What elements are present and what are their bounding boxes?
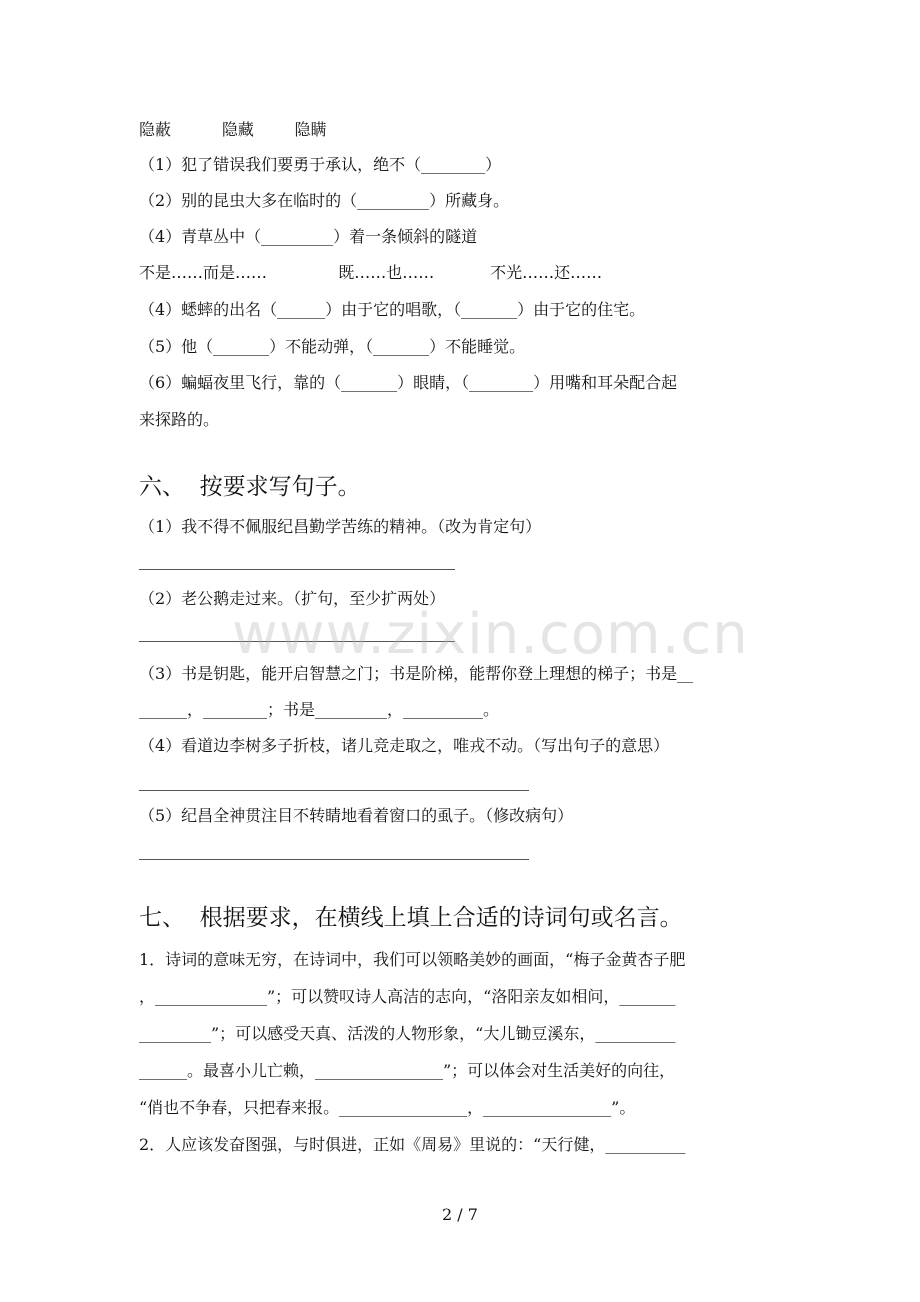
section-6-q3-line1: （3）书是钥匙，能开启智慧之门；书是阶梯，能帮你登上理想的梯子；书是__ xyxy=(139,664,694,683)
section-7-q2: 2．人应该发奋图强，与时俱进，正如《周易》里说的：“天行健，__________ xyxy=(139,1135,686,1154)
question-5-2: （2）别的昆虫大多在临时的（_________）所藏身。 xyxy=(139,191,510,210)
section-7-title: 七、 根据要求，在横线上填上合适的诗词句或名言。 xyxy=(139,905,683,931)
question-5-4: （4）蟋蟀的出名（______）由于它的唱歌，（_______）由于它的住宅。 xyxy=(139,300,646,319)
answer-line-q5 xyxy=(139,859,529,860)
word-choices-1: 隐蔽 隐藏 隐瞒 xyxy=(139,120,327,139)
section-7-q1-line5: “俏也不争春，只把春来报。________________，________________”。 xyxy=(139,1098,636,1117)
section-6-q5: （5）纪昌全神贯注目不转睛地看着窗口的虱子。（修改病句） xyxy=(139,806,574,825)
question-5-1: （1）犯了错误我们要勇于承认，绝不（________） xyxy=(139,155,502,174)
section-7-q1-line1: 1．诗词的意味无穷，在诗词中，我们可以领略美妙的画面，“梅子金黄杏子肥 xyxy=(139,950,686,969)
section-6-q3-line2: ______，________；书是_________，__________。 xyxy=(139,700,500,719)
page-number: 2 / 7 xyxy=(442,1205,478,1224)
question-5-6-line1: （6）蝙蝠夜里飞行，靠的（_______）眼睛，（________）用嘴和耳朵配合起 xyxy=(139,373,678,392)
section-7-q1-line2: ，______________”；可以赞叹诗人高洁的志向，“洛阳亲友如相问，_______ xyxy=(139,987,676,1006)
section-6-q2: （2）老公鹅走过来。（扩句，至少扩两处） xyxy=(139,589,446,608)
section-6-q1: （1）我不得不佩服纪昌勤学苦练的精神。（改为肯定句） xyxy=(139,517,542,536)
section-6-q4: （4）看道边李树多子折枝，诸儿竞走取之，唯戎不动。（写出句子的意思） xyxy=(139,736,670,755)
section-7-q1-line4: ______。最喜小儿亡赖，________________”；可以体会对生活美好的向往， xyxy=(139,1061,676,1080)
section-6-title: 六、 按要求写句子。 xyxy=(139,474,361,500)
watermark: www.zixin.com.cn xyxy=(232,602,749,667)
question-5-3: （4）青草丛中（_________）着一条倾斜的隧道 xyxy=(139,227,478,246)
question-5-6-line2: 来探路的。 xyxy=(139,410,220,429)
word-choices-2: 不是……而是…… 既……也…… 不光……还…… xyxy=(139,263,603,282)
section-7-q1-line3: _________”；可以感受天真、活泼的人物形象，“大儿锄豆溪东，__________ xyxy=(139,1024,676,1043)
question-5-5: （5）他（_______）不能动弹，（_______）不能睡觉。 xyxy=(139,337,526,356)
answer-line-q1 xyxy=(139,569,455,570)
answer-line-q4 xyxy=(139,790,529,791)
